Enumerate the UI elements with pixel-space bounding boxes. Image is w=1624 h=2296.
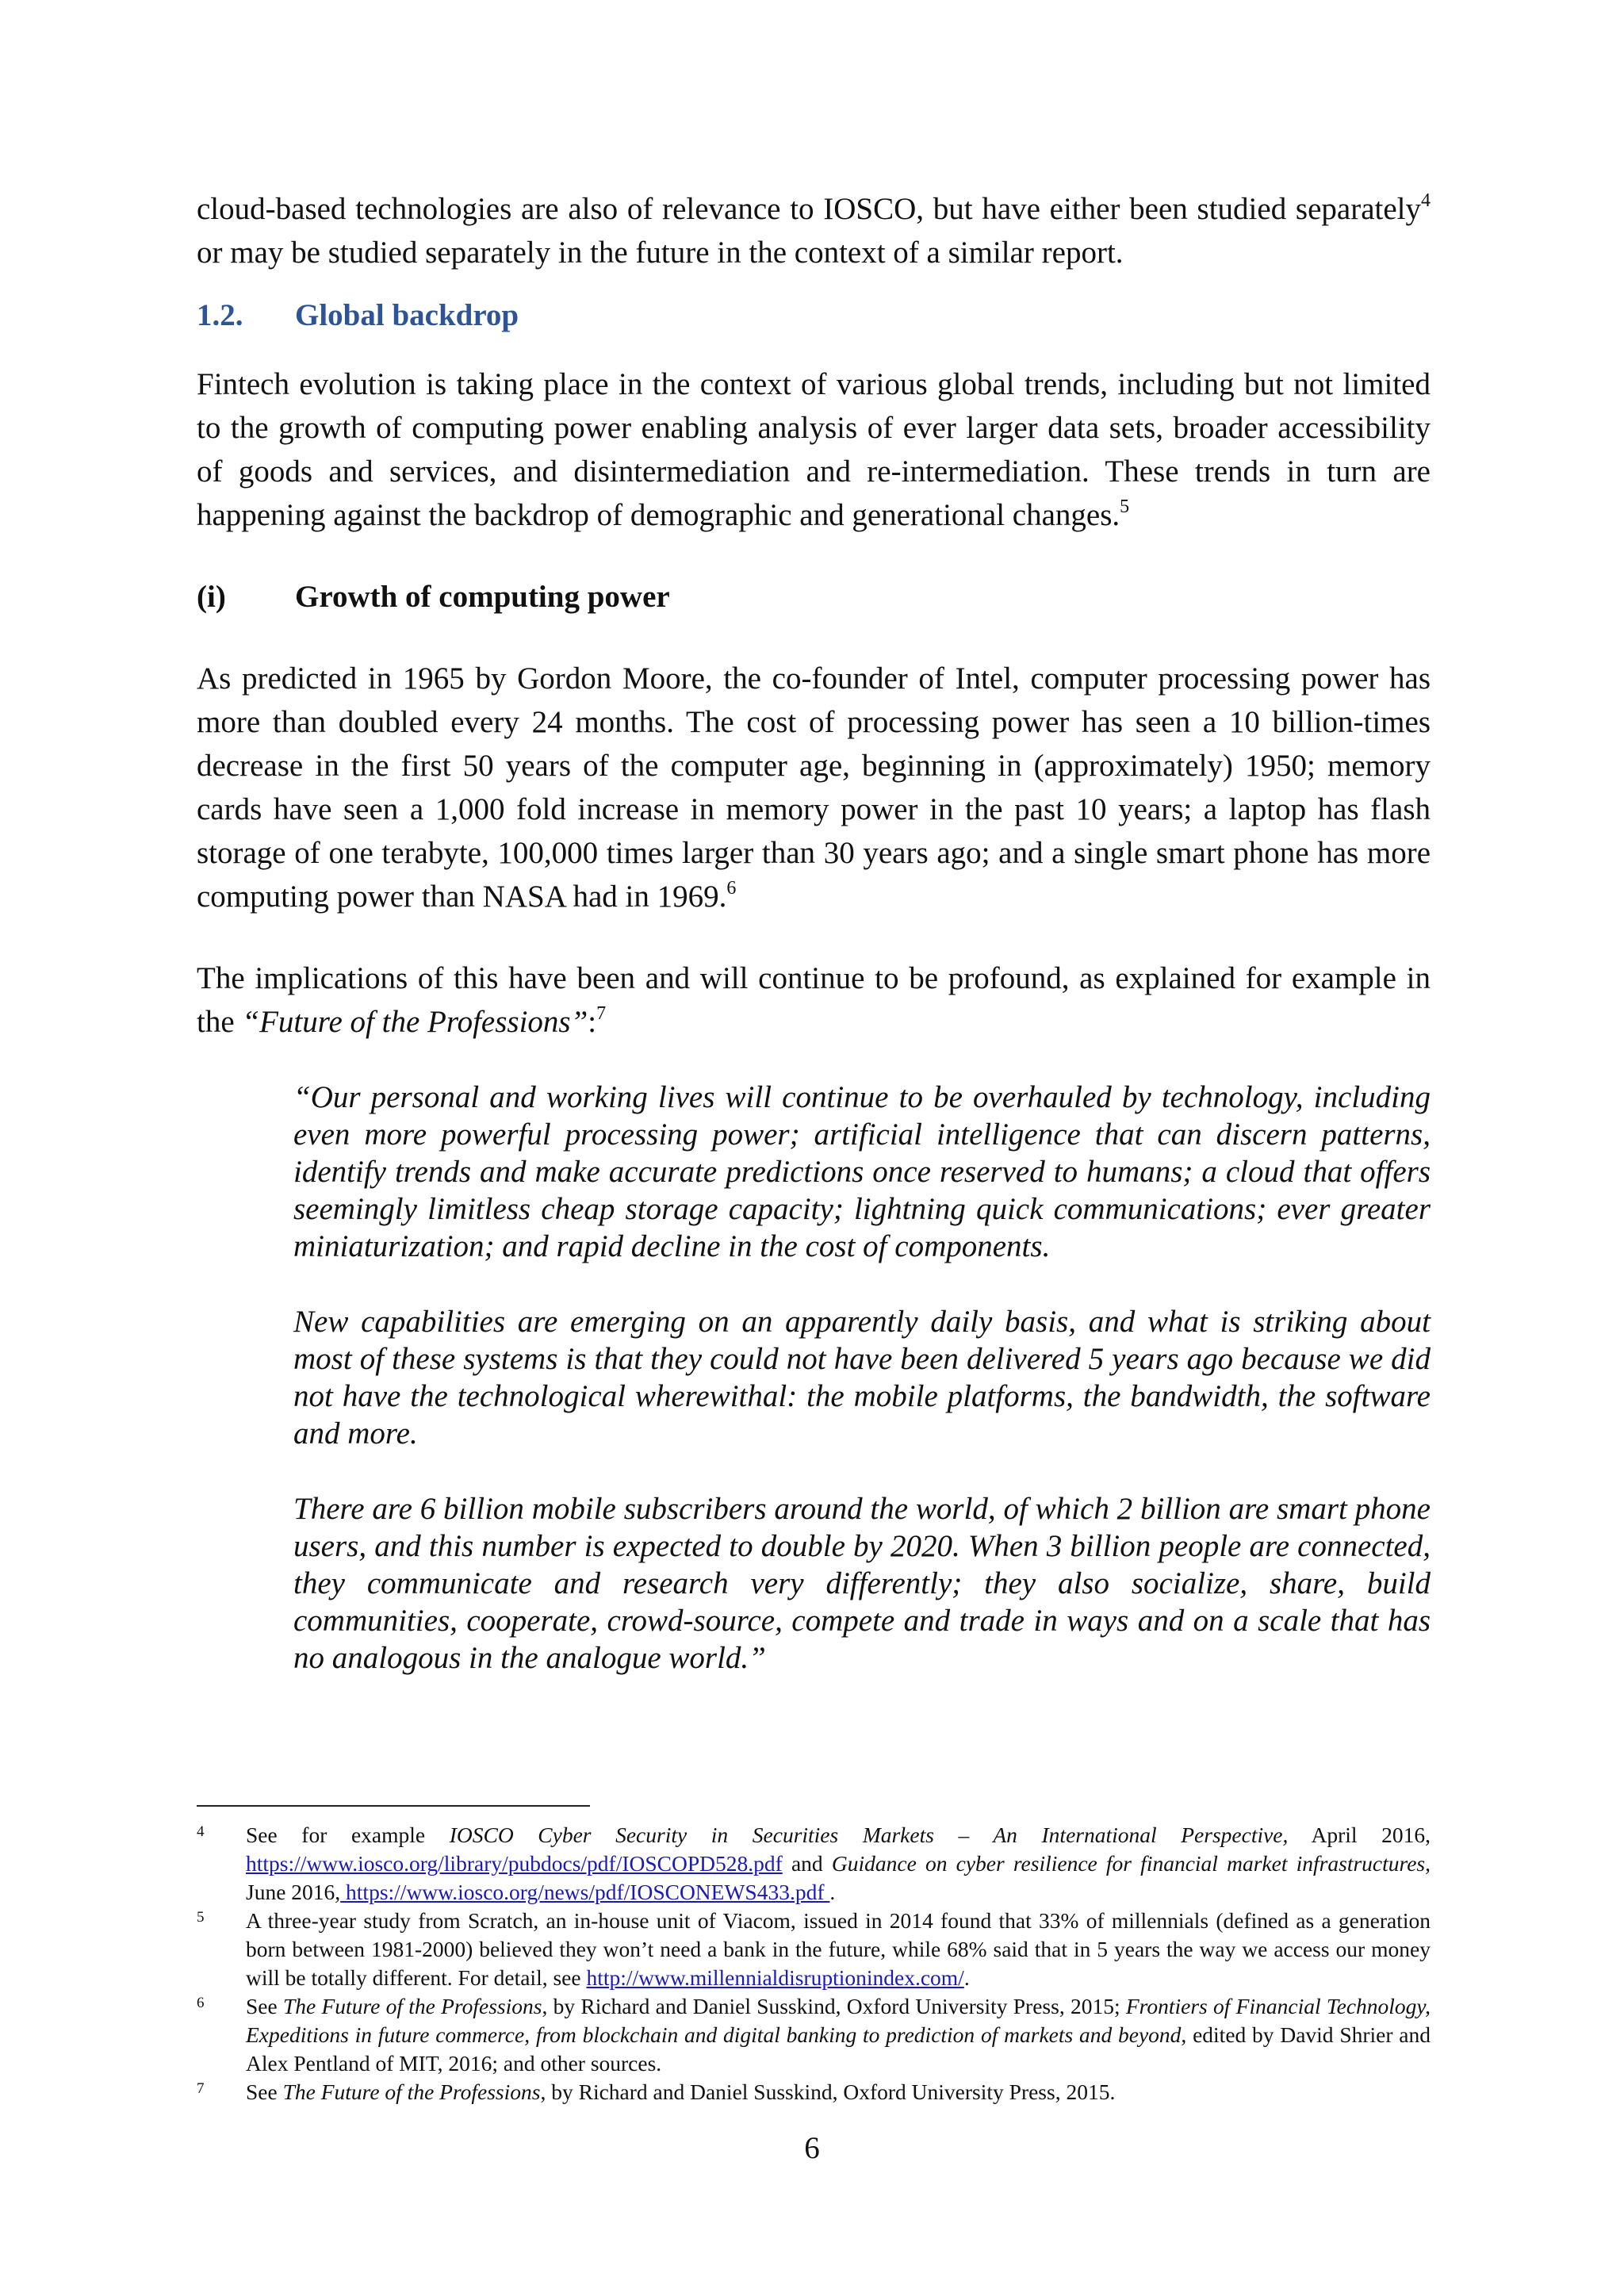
footnote-body (246, 1907, 1431, 1992)
footnote-separator (197, 1805, 590, 1807)
footnote-link-iosco-pd528[interactable]: https://www.iosco.org/library/pubdocs/pdf/IOSCOPD528.pdf (246, 1851, 783, 1876)
section-heading (197, 293, 1431, 337)
footnote-number: 7 (197, 2080, 205, 2097)
quote-paragraph-3: There are 6 billion mobile subscribers around the world, of which 2 billion are smart phone users, and this number is expected to double by 2020. When 3 billion people are connected, they communicate and research very differently; they also socialize, share, build communities, cooperate, crowd-source, compete and trade in ways and on a scale that has no analogous in the analogue world.” (293, 1492, 1431, 1675)
implications-paragraph (197, 956, 1431, 1044)
footnote-see: See (246, 1994, 283, 2018)
footnote-see: See (246, 2079, 283, 2104)
footnote-ref-6[interactable]: 6 (726, 878, 737, 899)
subsection-title: Growth of computing power (295, 580, 670, 614)
footnote-number: 6 (197, 1995, 205, 2011)
quote-paragraph-1: “Our personal and working lives will continue to be overhauled by technology, including even more powerful processing power; artificial intelligence that can discern patterns, identify trends and make accurate predictions once reserved to humans; a cloud that offers seemingly limitless cheap storage capacity; lightning quick communications; ever greater miniaturization; and rapid decline in the cost of components. (293, 1080, 1431, 1263)
footnote-number: 5 (197, 1909, 205, 1926)
fintech-paragraph (197, 362, 1431, 537)
moore-paragraph (197, 657, 1431, 918)
moore-text: As predicted in 1965 by Gordon Moore, the co-founder of Intel, computer processing power has more than doubled every 24 months. The cost of processing power has seen a 10 billion-times decrease in the first 50 years of the computer age, beginning in (approximately) 1950; memory cards have seen a 1,000 fold increase in memory power in the past 10 years; a laptop has flash storage of one terabyte, 100,000 times larger than 30 years ago; and a single smart phone has more computing power than NASA had in 1969. (197, 661, 1431, 914)
footnote-end: , edited by David Shrier and Alex Pentland of MIT, 2016; and other sources. (246, 2022, 1431, 2076)
footnote-ref-7[interactable]: 7 (596, 1003, 607, 1024)
section-title: Global backdrop (295, 298, 519, 332)
footnote-body (246, 1821, 1431, 1907)
footnote-body (246, 1992, 1431, 2078)
footnote-see: See for example (246, 1823, 450, 1847)
implications-colon: : (588, 1005, 597, 1039)
footnote-title: Frontiers of Financial Technology, Expeditions in future commerce, from blockchain and digital banking to prediction of markets and beyond (246, 1994, 1431, 2047)
footnote-7 (197, 2078, 1431, 2106)
footnote-link-iosco-news433[interactable]: https://www.iosco.org/news/pdf/IOSCONEWS433.pdf (340, 1880, 830, 1904)
footnote-number: 4 (197, 1823, 205, 1840)
footnote-4 (197, 1821, 1431, 1907)
footnote-date: April 2016, (1288, 1823, 1431, 1847)
footnote-end: , by Richard and Daniel Susskind, Oxford University Press, 2015. (540, 2079, 1116, 2104)
footnote-title: The Future of the Professions (282, 1994, 542, 2018)
footnote-ref-4[interactable]: 4 (1421, 190, 1431, 211)
footnote-text: , by Richard and Daniel Susskind, Oxford University Press, 2015; (542, 1994, 1126, 2018)
intro-text-2: or may be studied separately in the future in the context of a similar report. (197, 236, 1124, 270)
footnote-6 (197, 1992, 1431, 2078)
footnote-body (246, 2078, 1431, 2106)
block-quote (293, 1079, 1431, 1677)
footnote-end: . (829, 1880, 836, 1904)
footnote-and: and (782, 1851, 832, 1876)
intro-text-1: cloud-based technologies are also of relevance to IOSCO, but have either been studied separately (197, 192, 1421, 226)
page-body (197, 187, 1431, 1677)
footnotes (197, 1821, 1431, 2106)
footnote-link-millennial-index[interactable]: http://www.millennialdisruptionindex.com/ (586, 1965, 964, 1990)
footnote-title: IOSCO Cyber Security in Securities Markets – An International Perspective, (449, 1823, 1289, 1847)
subsection-heading (197, 575, 1431, 619)
footnote-end: . (963, 1965, 970, 1990)
footnote-5 (197, 1907, 1431, 1992)
footnote-ref-5[interactable]: 5 (1120, 496, 1130, 517)
implications-book-title: “Future of the Professions” (242, 1005, 588, 1039)
quote-paragraph-2: New capabilities are emerging on an apparently daily basis, and what is striking about most of these systems is that they could not have been delivered 5 years ago because we did not have the technological wherewithal: the mobile platforms, the bandwidth, the software and more. (293, 1305, 1431, 1451)
implications-text: The implications of this have been and will continue to be profound, as explained for example in the (197, 961, 1431, 1039)
subsection-number: (i) (197, 580, 226, 614)
page-number: 6 (804, 2131, 820, 2165)
footnote-title: Guidance on cyber resilience for financial market infrastructures, (831, 1851, 1431, 1876)
footnote-title: The Future of the Professions (282, 2079, 541, 2104)
intro-paragraph (197, 187, 1431, 274)
footnote-date: June 2016, (246, 1880, 341, 1904)
footnote-text: A three-year study from Scratch, an in-house unit of Viacom, issued in 2014 found that 33% of millennials (defined as a generation born between 1981-2000) believed they won’t need a bank in the future, while 68% said that in 5 years the way we access our money will be totally different. For detail, see (246, 1908, 1431, 1990)
fintech-text: Fintech evolution is taking place in the context of various global trends, including but not limited to the growth of computing power enabling analysis of ever larger data sets, broader accessibility of goods and services, and disintermediation and re-intermediation. These trends in turn are happening against the backdrop of demographic and generational changes. (197, 367, 1431, 532)
section-number: 1.2. (197, 298, 243, 332)
